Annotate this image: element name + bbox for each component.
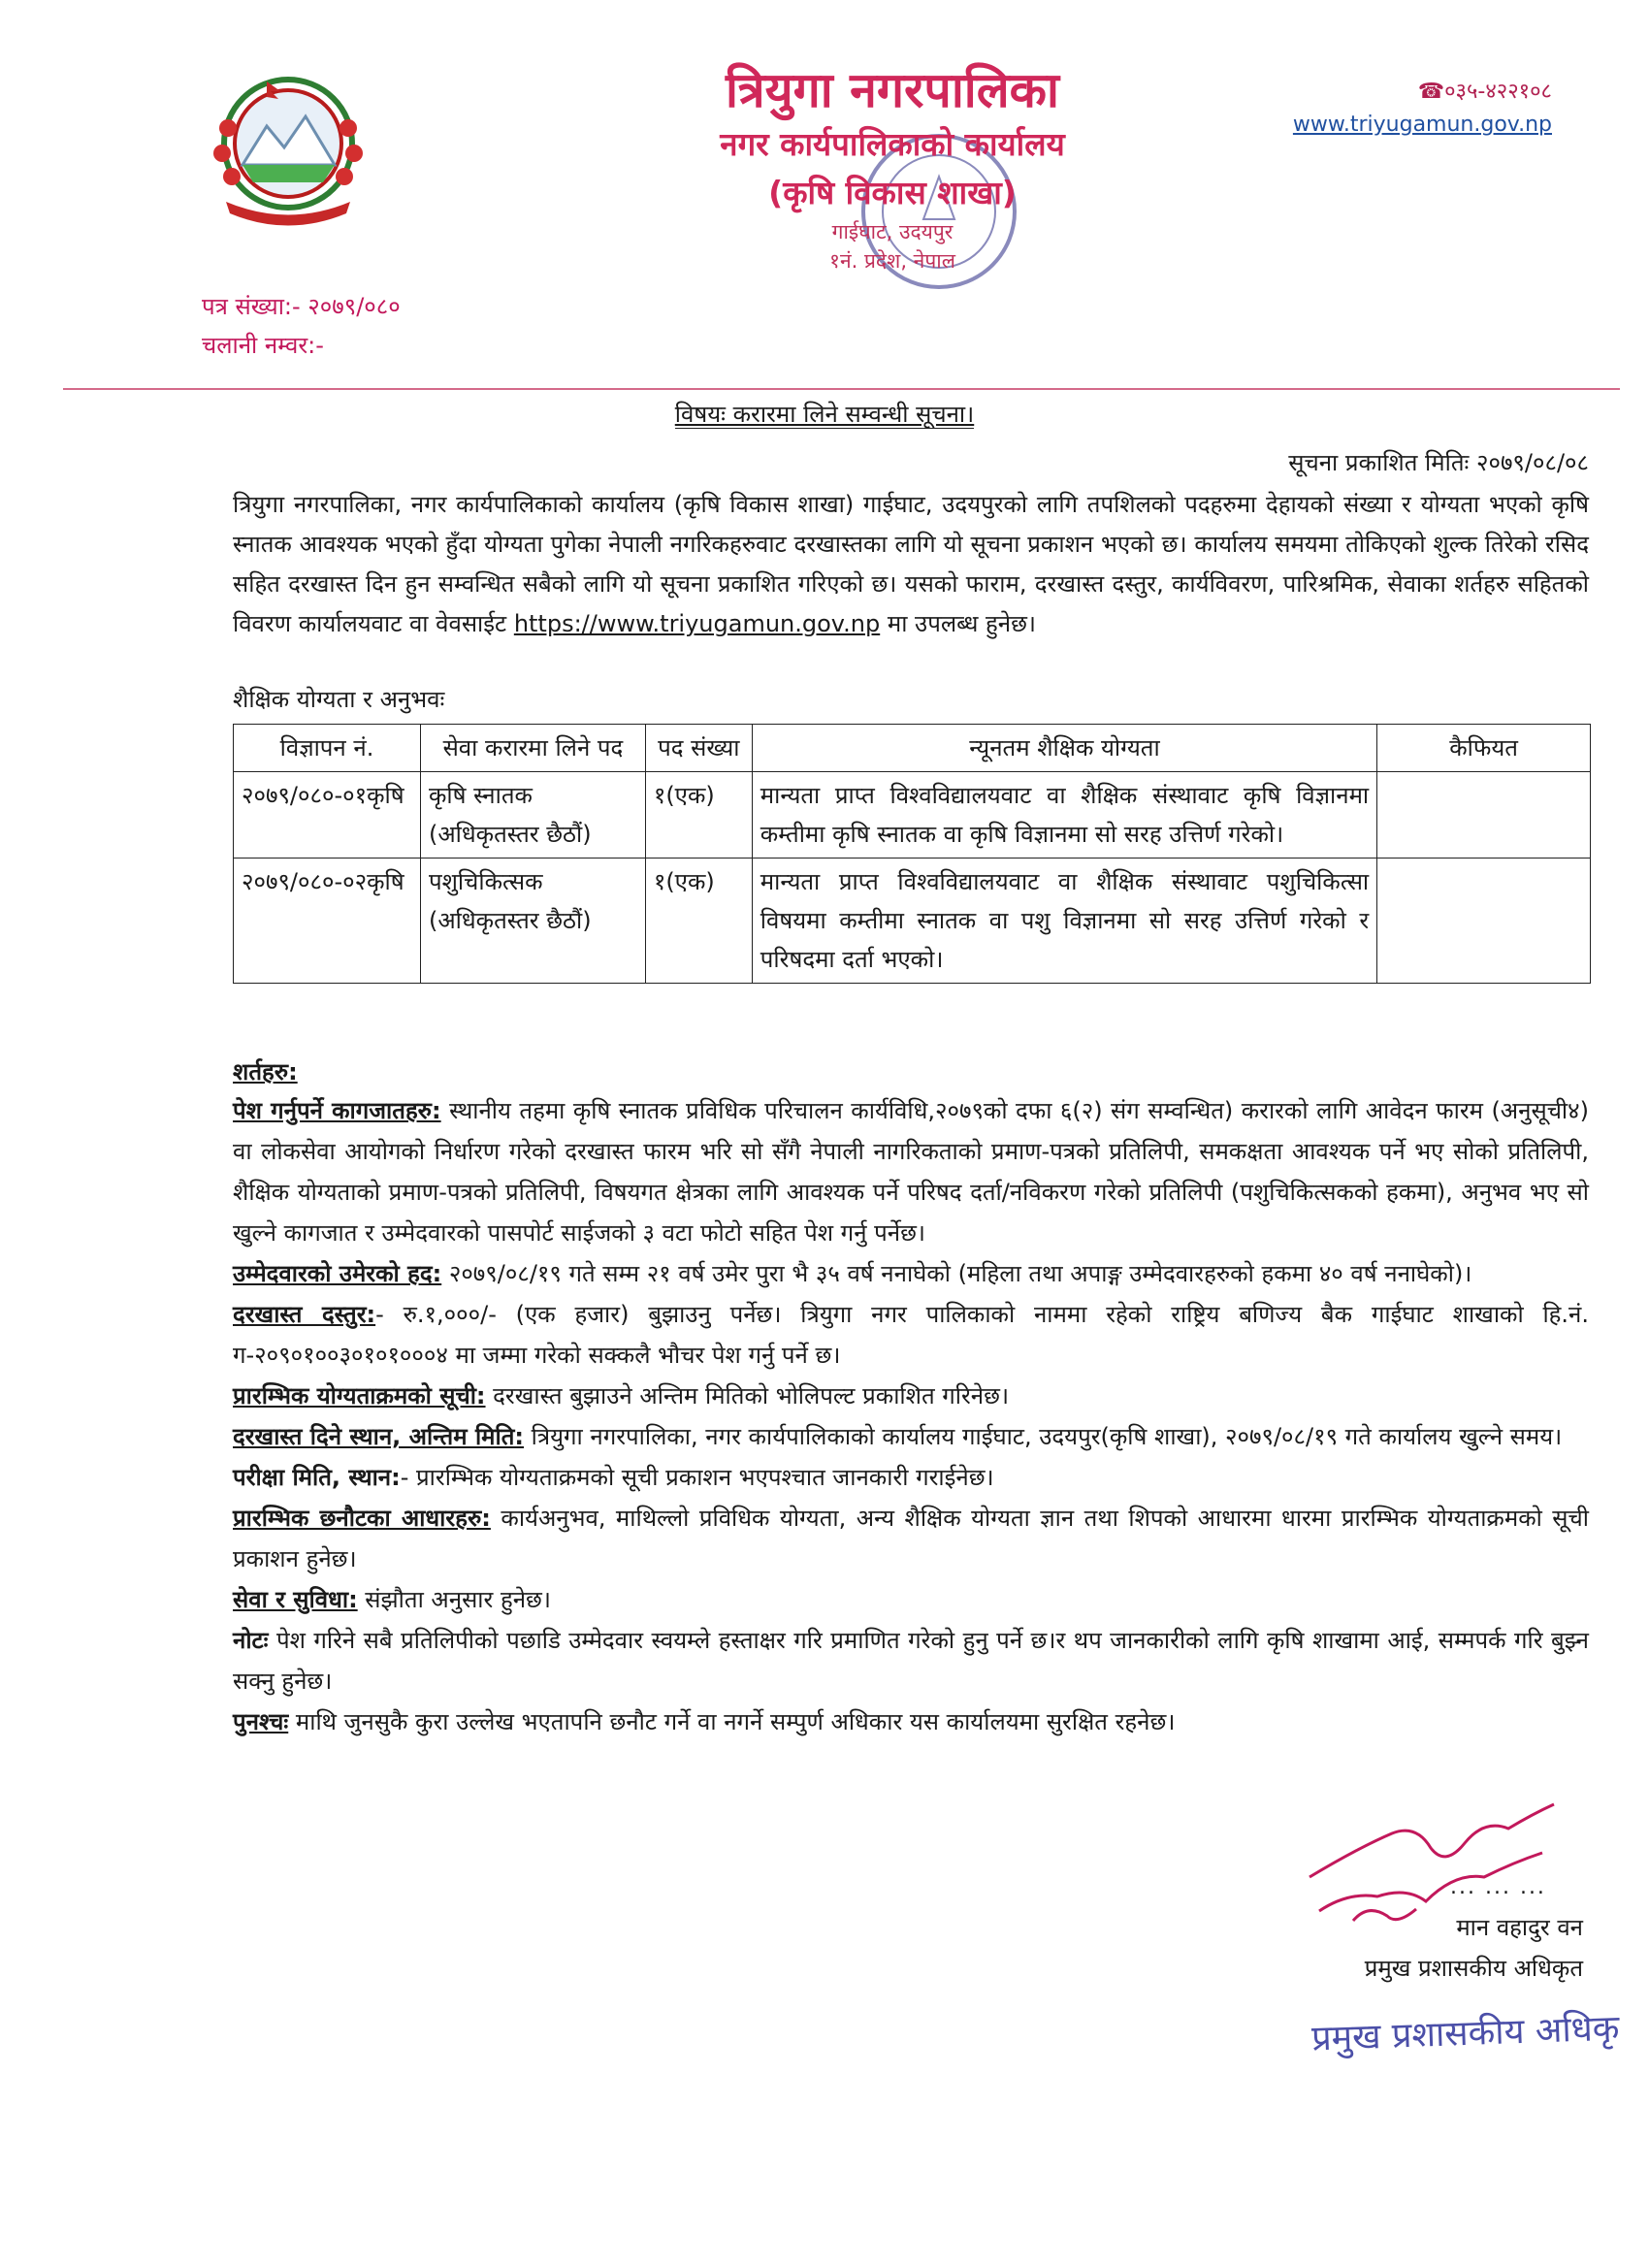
publication-date: सूचना प्रकाशित मितिः २०७९/०८/०८ <box>1288 449 1589 476</box>
condition-label: दरखास्त दस्तुर: <box>233 1301 376 1328</box>
body-url-link[interactable]: https://www.triyugamun.gov.np <box>513 610 881 637</box>
letterhead <box>621 60 1164 275</box>
condition-item <box>233 1457 1589 1498</box>
condition-item <box>233 1701 1589 1742</box>
province: १नं. प्रदेश, नेपाल <box>829 249 955 273</box>
condition-text: - रु.१,०००/- (एक हजार) बुझाउनु पर्नेछ। त्रियुगा नगर पालिकाको नाममा रहेको राष्ट्रिय बणिज्य बैक गाईघाट शाखाको हि.नं. ग-२०९०१००३०१०१०००४ मा जम्मा गरेको सक्कलै भौचर पेश गर्नु पर्ने छ। <box>233 1301 1590 1369</box>
conditions-title: शर्तहरु: <box>233 1058 298 1085</box>
body-paragraph: त्रियुगा नगरपालिका, नगर कार्यपालिकाको कार्यालय (कृषि विकास शाखा) गाईघाट, उदयपुरको लागि तपशिलको पदहरुमा देहायको संख्या र योग्यता भएको कृषि स्नातक आवश्यक भएको हुँदा योग्यता पुगेका नेपाली नगरिकहरुवाट दरखास्तका लागि यो सूचना प्रकाशन भएको छ। कार्यालय समयमा तोकिएको शुल्क तिरेको रसिद सहित दरखास्त दिन हुन सम्वन्धित सबैको लागि यो सूचना प्रकाशित गरिएको छ। यसको फाराम, दरखास्त दस्तुर, कार्यविवरण, पारिश्रमिक, सेवाका शर्तहरु सहितको विवरण कार्यालयवाट वा वेवसाईट <box>233 491 1589 637</box>
nepal-emblem-logo <box>199 68 378 233</box>
condition-item <box>233 1253 1589 1294</box>
conditions-list <box>233 1090 1589 1742</box>
post-count: १(एक) <box>645 772 752 859</box>
table-row <box>234 772 1591 859</box>
condition-label: सेवा र सुविधा: <box>233 1586 358 1613</box>
signature-dots: ... ... ... <box>1450 1875 1546 1899</box>
condition-item <box>233 1376 1589 1416</box>
qualification: मान्यता प्राप्त विश्वविद्यालयवाट वा शैक्षिक संस्थावाट पशुचिकित्सा विषयमा कम्तीमा स्नातक वा पशु विज्ञानमा सो सरह उत्तिर्ण गरेको र परिषदमा दर्ता भएको। <box>752 859 1376 984</box>
condition-text: स्थानीय तहमा कृषि स्नातक प्रविधिक परिचालन कार्यविधि,२०७९को दफा ६(२) संग सम्वन्धित) करारको लागि आवेदन फारम (अनुसूची४) वा लोकसेवा आयोगको निर्धारण गरेको दरखास्त फारम भरि सो सँगै नेपाली नागरिकताको प्रमाण-पत्रको प्रतिलिपी, समकक्षता आवश्यक पर्ने भए सोको प्रतिलिपी, शैक्षिक योग्यताको प्रमाण-पत्रको प्रतिलिपी, विषयगत क्षेत्रका लागि आवश्यक पर्ने परिषद दर्ता/नविकरण गरेको प्रतिलिपी (पशुचिकित्सकको हकमा), अनुभव भए सो खुल्ने कागजात र उम्मेदवारको पासपोर्ट साईजको ३ वटा फोटो सहित पेश गर्नु पर्नेछ। <box>233 1097 1589 1247</box>
notice-body <box>233 485 1589 644</box>
table-row <box>234 859 1591 984</box>
post-name: कृषि स्नातक (अधिकृतस्तर छैठौं) <box>420 772 645 859</box>
col-header-remarks: कैफियत <box>1377 725 1591 772</box>
condition-label: नोटः <box>233 1627 269 1654</box>
condition-text: कार्यअनुभव, माथिल्लो प्रविधिक योग्यता, अन्य शैक्षिक योग्यता ज्ञान तथा शिपको आधारमा धारमा प्रारम्भिक योग्यताक्रमको सूची प्रकाशन हुनेछ। <box>233 1505 1589 1572</box>
condition-text: संझौता अनुसार हुनेछ। <box>357 1586 551 1613</box>
address: गाईघाट, उदयपुर <box>831 220 954 243</box>
branch-name: (कृषि विकास शाखा) <box>768 174 1017 211</box>
ad-number: २०७९/०८०-०१कृषि <box>234 772 421 859</box>
website-link[interactable]: www.triyugamun.gov.np <box>1292 113 1552 137</box>
phone-number: ☎०३५-४२२१०८ <box>1417 80 1552 104</box>
org-name: त्रियुगा नगरपालिका <box>726 62 1059 118</box>
condition-item <box>233 1579 1589 1620</box>
vacancy-table <box>233 724 1591 984</box>
condition-label: दरखास्त दिने स्थान, अन्तिम मिति: <box>233 1423 525 1450</box>
col-header-count: पद संख्या <box>645 725 752 772</box>
col-header-ad-no: विज्ञापन नं. <box>234 725 421 772</box>
qualification: मान्यता प्राप्त विश्वविद्यालयवाट वा शैक्षिक संस्थावाट कृषि विज्ञानमा कम्तीमा कृषि स्नातक वा कृषि विज्ञानमा सो सरह उत्तिर्ण गरेको। <box>752 772 1376 859</box>
condition-text: - प्रारम्भिक योग्यताक्रमको सूची प्रकाशन भएपश्चात जानकारी गराईनेछ। <box>400 1464 994 1491</box>
remarks <box>1377 859 1591 984</box>
reference-numbers <box>202 287 401 365</box>
condition-text: त्रियुगा नगरपालिका, नगर कार्यपालिकाको कार्यालय गाईघाट, उदयपुर(कृषि शाखा), २०७९/०८/१९ गते कार्यालय खुल्ने समय। <box>524 1423 1563 1450</box>
signatory-name: मान वहादुर वन <box>1456 1914 1583 1941</box>
condition-text: पेश गरिने सबै प्रतिलिपीको पछाडि उम्मेदवार स्वयम्ले हस्ताक्षर गरि प्रमाणित गरेको हुनु पर्ने छ।र थप जानकारीको लागि कृषि शाखामा आई, सम्मपर्क गरि बुझ्न सक्नु हुनेछ। <box>233 1627 1589 1695</box>
contact-block <box>1293 76 1552 137</box>
condition-item <box>233 1090 1589 1253</box>
condition-label: प्रारम्भिक योग्यताक्रमको सूची: <box>233 1382 486 1409</box>
condition-label: प्रारम्भिक छनौटका आधारहरु: <box>233 1505 491 1532</box>
condition-label: उम्मेदवारको उमेरको हद: <box>233 1260 442 1287</box>
condition-item <box>233 1620 1589 1701</box>
col-header-post: सेवा करारमा लिने पद <box>420 725 645 772</box>
post-name: पशुचिकित्सक (अधिकृतस्तर छैठौं) <box>420 859 645 984</box>
signatory-designation: प्रमुख प्रशासकीय अधिकृत <box>1364 1955 1583 1982</box>
signatory-block <box>1365 1907 1583 1989</box>
condition-text: दरखास्त बुझाउने अन्तिम मितिको भोलिपल्ट प्रकाशित गरिनेछ। <box>485 1382 1010 1409</box>
condition-label: पेश गर्नुपर्ने कागजातहरु: <box>233 1097 441 1124</box>
condition-item <box>233 1498 1589 1579</box>
subject-text: विषयः करारमा लिने सम्वन्धी सूचना। <box>674 401 975 428</box>
office-name: नगर कार्यपालिकाको कार्यालय <box>720 125 1065 163</box>
table-header-row <box>234 725 1591 772</box>
designation-stamp: प्रमुख प्रशासकीय अधिकृ <box>1310 2008 1621 2059</box>
remarks <box>1377 772 1591 859</box>
ad-number: २०७९/०८०-०२कृषि <box>234 859 421 984</box>
letter-number: पत्र संख्या:- २०७९/०८० <box>202 293 401 320</box>
condition-text: २०७९/०८/१९ गते सम्म २१ वर्ष उमेर पुरा भै ३५ वर्ष ननाघेको (महिला तथा अपाङ्ग उम्मेदवारहरुको हकमा ४० वर्ष ननाघेको)। <box>441 1260 1472 1287</box>
condition-item <box>233 1416 1589 1457</box>
condition-item <box>233 1294 1589 1376</box>
body-tail: मा उपलब्ध हुनेछ। <box>880 610 1037 637</box>
header-divider <box>63 388 1620 390</box>
col-header-qualification: न्यूनतम शैक्षिक योग्यता <box>752 725 1376 772</box>
condition-text: माथि जुनसुकै कुरा उल्लेख भएतापनि छनौट गर्ने वा नगर्ने सम्पुर्ण अधिकार यस कार्यालयमा सुरक्षित रहनेछ। <box>288 1708 1176 1735</box>
post-count: १(एक) <box>645 859 752 984</box>
subject-line <box>0 398 1649 430</box>
condition-label: पुनश्चः <box>233 1708 289 1735</box>
dispatch-number: चलानी नम्वर:- <box>202 332 324 359</box>
condition-label: परीक्षा मिति, स्थान: <box>233 1464 401 1491</box>
education-label: शैक्षिक योग्यता र अनुभवः <box>233 686 445 713</box>
